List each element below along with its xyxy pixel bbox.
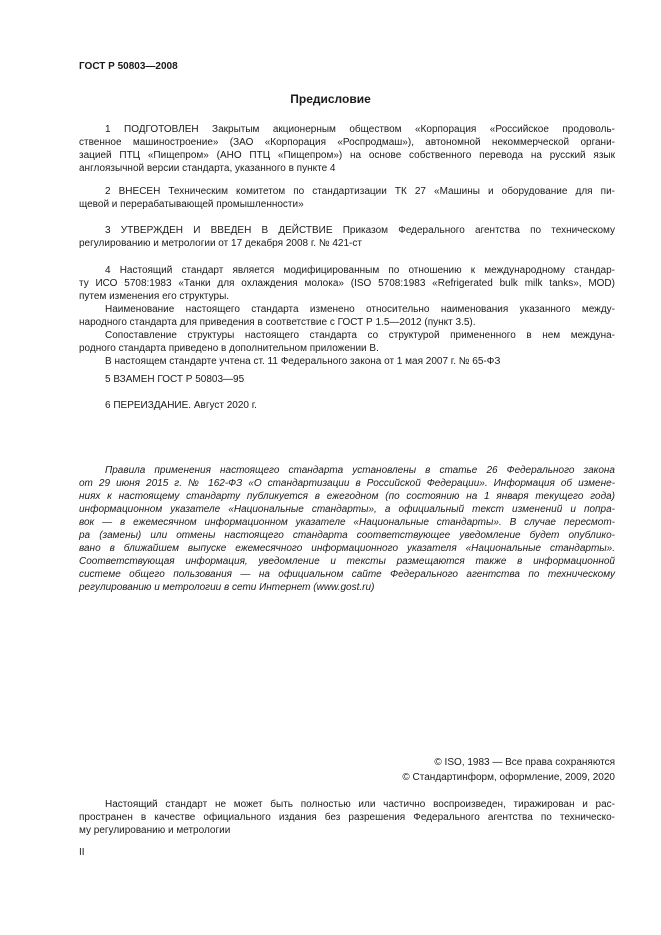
foreword-line: народного стандарта для приведения в соответствие с ГОСТ Р 1.5—2012 (пункт 3.5). [79,317,476,328]
reproduction-line: пространен в качестве официального издания без разрешения Федерального агентства по техническо- [79,812,615,823]
rules-note-line: вано в ближайшем выпуске ежемесячного информационного указателя «Национальные стандарты». [79,543,615,554]
document-code: ГОСТ Р 50803—2008 [79,61,178,72]
rules-note-line: от 29 июня 2015 г. № 162-ФЗ «О стандартизации в Российской Федерации». Информация об измене- [79,478,615,489]
rules-note-line: ра (замены) или отмены настоящего стандарта соответствующее уведомление будет опублико- [79,530,615,541]
foreword-title: Предисловие [290,92,371,106]
copyright-line: © ISO, 1983 — Все права сохраняются [434,757,615,768]
foreword-line: путем изменения его структуры. [79,291,230,302]
foreword-line: 1 ПОДГОТОВЛЕН Закрытым акционерным обществом «Корпорация «Российское продоволь- [105,124,615,135]
reproduction-line: му регулированию и метрологии [79,825,231,836]
rules-note-line: регулированию и метрологии в сети Интернет (www.gost.ru) [79,582,375,593]
foreword-line: 6 ПЕРЕИЗДАНИЕ. Август 2020 г. [105,400,257,411]
foreword-line: 3 УТВЕРЖДЕН И ВВЕДЕН В ДЕЙСТВИЕ Приказом Федерального агентства по техническому [105,225,615,236]
foreword-line: регулированию и метрологии от 17 декабря 2008 г. № 421-ст [79,238,362,249]
rules-note-line: ниях к настоящему стандарту публикуется в ежегодном (по состоянию на 1 января текущего года) [79,491,615,502]
page-number: II [79,847,85,858]
foreword-line: щевой и перерабатывающей промышленности» [79,199,304,210]
foreword-line: Наименование настоящего стандарта изменено относительно наименования указанного между- [105,304,615,315]
foreword-line: 2 ВНЕСЕН Техническим комитетом по стандартизации ТК 27 «Машины и оборудование для пи- [105,186,615,197]
rules-note-line: Правила применения настоящего стандарта установлены в статье 26 Федерального закона [105,465,615,476]
rules-note-line: вок — в ежемесячном информационном указателе «Национальные стандарты». В случае пересмот- [79,517,615,528]
copyright-line: © Стандартинформ, оформление, 2009, 2020 [402,772,615,783]
foreword-line: ту ИСО 5708:1983 «Танки для охлаждения молока» (ISO 5708:1983 «Refrigerated bulk milk tanks», MOD) [79,278,615,289]
foreword-line: родного стандарта приведено в дополнительном приложении В. [79,343,379,354]
foreword-line: 4 Настоящий стандарт является модифицированным по отношению к международному стандар- [105,265,615,276]
rules-note-line: системе общего пользования — на официальном сайте Федерального агентства по техническому [79,569,615,580]
foreword-line: 5 ВЗАМЕН ГОСТ Р 50803—95 [105,374,245,385]
rules-note-line: информационном указателе «Национальные стандарты», а официальный текст изменений и попра- [79,504,615,515]
foreword-line: ственное машиностроение» (ЗАО «Корпорация «Роспродмаш»), автономной некоммерческой органи- [79,137,615,148]
reproduction-line: Настоящий стандарт не может быть полностью или частично воспроизведен, тиражирован и рас- [105,799,615,810]
rules-note-line: Соответствующая информация, уведомление и тексты размещаются также в информационной [79,556,615,567]
foreword-line: англоязычной версии стандарта, указанного в пункте 4 [79,163,336,174]
foreword-line: Сопоставление структуры настоящего стандарта со структурой примененного в нем междуна- [105,330,615,341]
foreword-line: зацией ПТЦ «Пищепром» (АНО ПТЦ «Пищепром») на основе собственного перевода на русский язык [79,150,615,161]
foreword-line: В настоящем стандарте учтена ст. 11 Федерального закона от 1 мая 2007 г. № 65-ФЗ [105,356,501,367]
